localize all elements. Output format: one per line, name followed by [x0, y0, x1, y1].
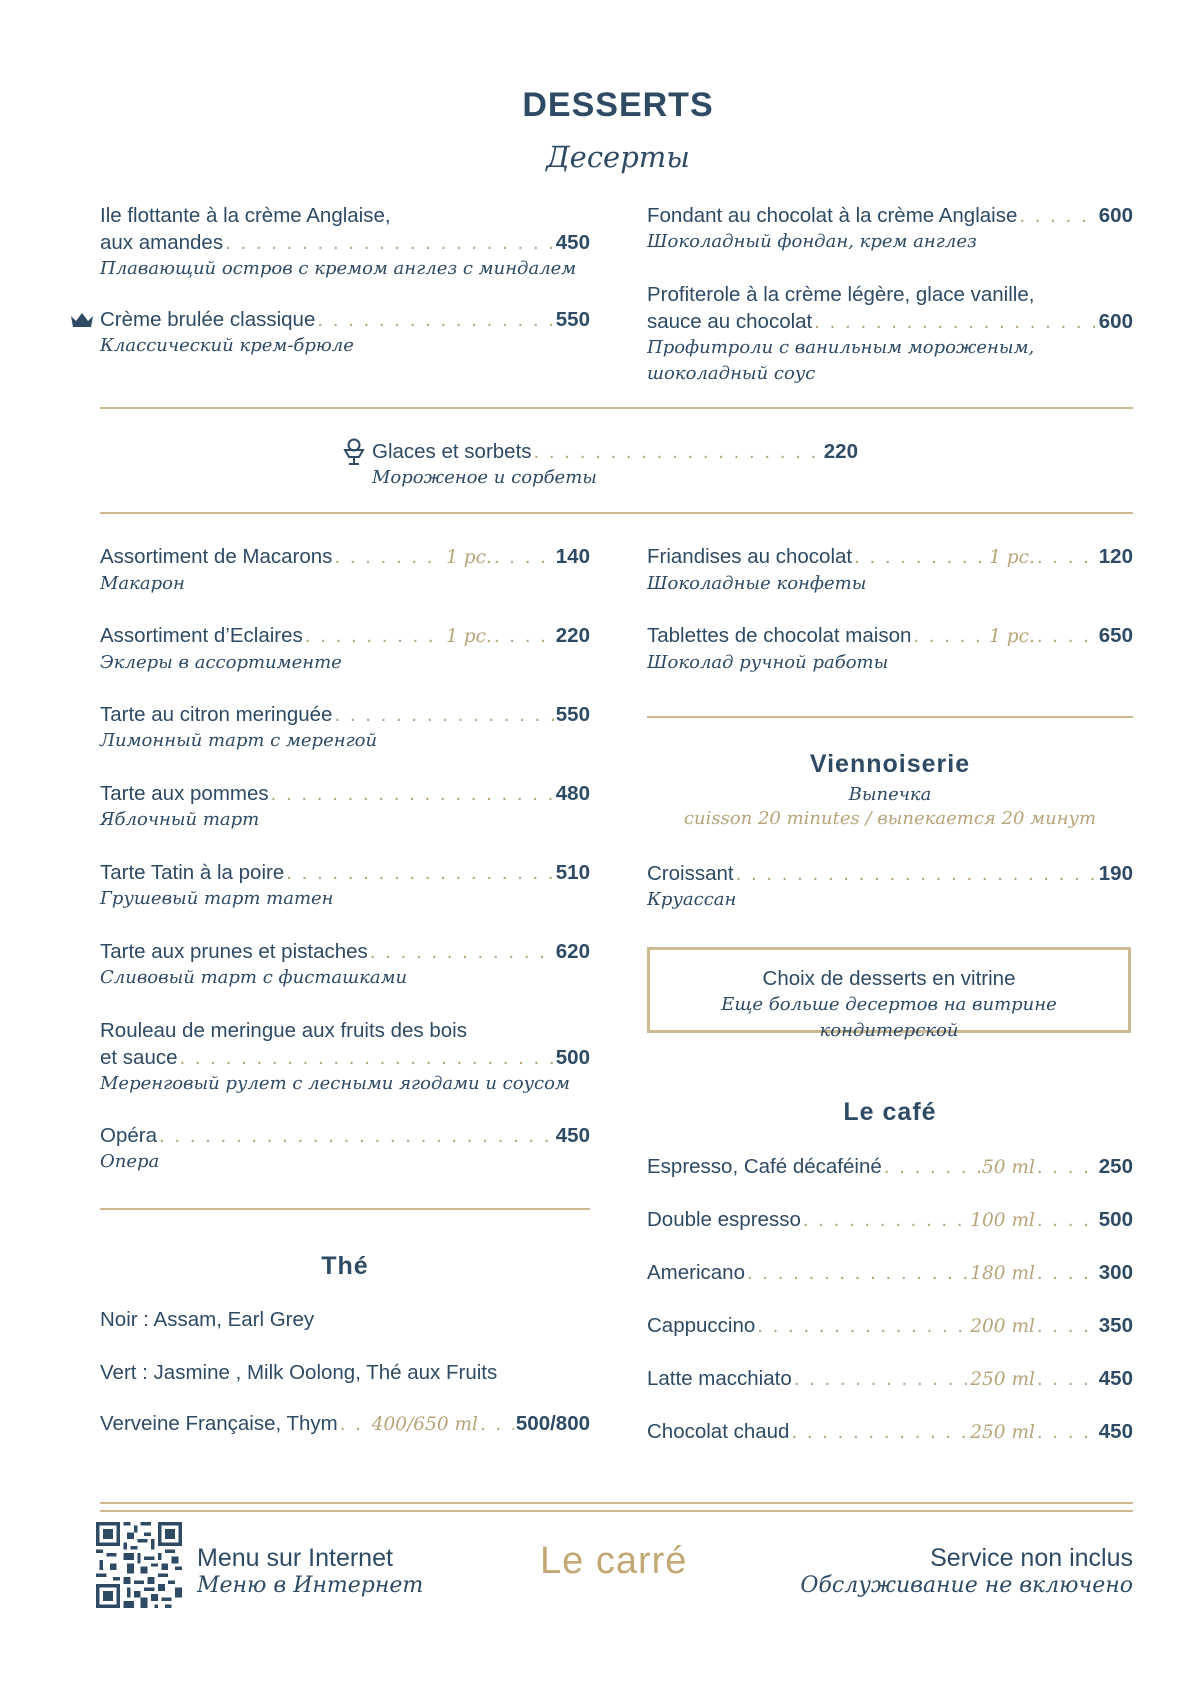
item-translation: Эклеры в ассортименте	[100, 652, 342, 673]
section-subtitle: Выпечка	[848, 784, 932, 805]
menu-item: Profiterole à la crème légère, glace vanille, sauce au chocolat . . . 600 Профитроли с ванильным мороженым, шоколадный соус	[647, 281, 1133, 387]
item-name: aux amandes	[100, 231, 224, 254]
menu-item: Latte macchiato . . . 250 ml . . . . 450	[647, 1365, 1133, 1393]
item-price: 500	[1098, 1208, 1133, 1231]
tea-line: Noir : Assam, Earl Grey	[100, 1308, 315, 1331]
section-title-viennoiserie: Viennoiserie	[809, 750, 971, 778]
menu-online-translation: Меню в Интернет	[197, 1573, 424, 1598]
item-price: 450	[1098, 1367, 1133, 1390]
menu-item: Assortiment de Macarons . . . 1 pc. . . . . 140 Макарон	[100, 543, 590, 597]
section-title-cafe: Le café	[843, 1098, 937, 1126]
baking-note: cuisson 20 minutes / выпекается 20 минут	[683, 808, 1097, 829]
item-price: 450	[1098, 1420, 1133, 1443]
item-name: Tablettes de chocolat maison	[647, 624, 912, 647]
item-translation: Макарон	[100, 573, 185, 594]
menu-item: Assortiment d’Eclaires . . . 1 pc. . . . . 220 Эклеры в ассортименте	[100, 622, 590, 676]
item-translation: Шоколадный фондан, крем англез	[647, 231, 977, 252]
item-price: 450	[555, 231, 590, 254]
menu-item: Espresso, Café décaféiné . . . 50 ml . . . . 250	[647, 1153, 1133, 1181]
item-price: 300	[1098, 1261, 1133, 1284]
footer-divider	[100, 1502, 1133, 1504]
item-name: Crème brulée classique	[100, 308, 316, 331]
item-price: 550	[555, 703, 590, 726]
item-quantity: 250 ml	[970, 1369, 1035, 1390]
item-quantity: 1 pc.	[989, 547, 1035, 568]
page-title: DESSERTS	[522, 86, 714, 124]
item-quantity: 1 pc.	[446, 547, 492, 568]
menu-item	[100, 306, 590, 359]
item-price: 500/800	[515, 1412, 590, 1435]
divider	[647, 716, 1133, 718]
item-quantity: 1 pc.	[446, 626, 492, 647]
item-price: 190	[1098, 862, 1133, 885]
item-name: Tarte aux prunes et pistaches	[100, 940, 368, 963]
menu-item: Cappuccino . . . 200 ml . . . . 350	[647, 1312, 1133, 1340]
brand-logo: Le carré	[540, 1540, 688, 1582]
menu-item	[100, 780, 590, 833]
menu-online-label: Menu sur Internet	[197, 1544, 393, 1572]
item-name: Americano	[647, 1261, 745, 1284]
menu-item: Tablettes de chocolat maison . . . 1 pc. . . . . 650 Шоколад ручной работы	[647, 622, 1133, 676]
divider	[100, 1208, 590, 1210]
item-price: 350	[1098, 1314, 1133, 1337]
item-name: Chocolat chaud	[647, 1420, 790, 1443]
crown-icon	[70, 311, 94, 329]
item-name: Assortiment de Macarons	[100, 545, 333, 568]
item-name: sauce au chocolat	[647, 310, 813, 333]
menu-item: Chocolat chaud . . . 250 ml . . . . 450	[647, 1418, 1133, 1446]
section-title-the: Thé	[321, 1252, 369, 1280]
item-translation: Круассан	[647, 889, 737, 910]
menu-item	[647, 860, 1133, 913]
item-name: Cappuccino	[647, 1314, 756, 1337]
item-name: Croissant	[647, 862, 734, 885]
menu-item	[100, 938, 590, 991]
menu-item: Ile flottante à la crème Anglaise, aux amandes . . . 450 Плавающий остров с кремом англез с миндалем	[100, 202, 590, 282]
item-translation: Меренговый рулет с лесными ягодами и соусом	[100, 1073, 570, 1094]
menu-item: Friandises au chocolat . . . 1 pc. . . . . 120 Шоколадные конфеты	[647, 543, 1133, 597]
item-price: 650	[1098, 624, 1133, 647]
service-label: Service non inclus	[930, 1544, 1133, 1572]
page-subtitle: Десерты	[546, 140, 690, 174]
item-name: Assortiment d’Eclaires	[100, 624, 303, 647]
item-translation: Сливовый тарт с фисташками	[100, 967, 408, 988]
menu-online	[197, 1544, 423, 1598]
service-translation: Обслуживание не включено	[800, 1573, 1133, 1598]
item-translation: шоколадный соус	[647, 363, 816, 384]
item-name: et sauce	[100, 1046, 178, 1069]
item-quantity: 400/650 ml	[371, 1414, 478, 1435]
divider	[100, 407, 1133, 409]
item-name: Verveine Française, Thym	[100, 1412, 338, 1435]
vitrine-translation: Еще больше десертов на витрине кондитерской	[721, 994, 1057, 1041]
menu-item	[100, 1410, 590, 1438]
menu-item: Rouleau de meringue aux fruits des bois et sauce . . . 500 Меренговый рулет с лесными ягодами и соусом	[100, 1017, 590, 1097]
item-price: 480	[555, 782, 590, 805]
item-price: 600	[1098, 204, 1133, 227]
footer-divider	[100, 1510, 1133, 1512]
service-note	[800, 1544, 1133, 1598]
item-quantity: 50 ml	[982, 1157, 1035, 1178]
item-name: Fondant au chocolat à la crème Anglaise	[647, 204, 1018, 227]
item-name: Tarte au citron meringuée	[100, 703, 333, 726]
item-translation: Шоколадные конфеты	[647, 573, 867, 594]
item-price: 550	[555, 308, 590, 331]
item-name: Opéra	[100, 1124, 157, 1147]
vitrine-box	[647, 947, 1131, 1041]
item-name: Double espresso	[647, 1208, 801, 1231]
item-quantity: 100 ml	[970, 1210, 1035, 1231]
item-quantity: 200 ml	[970, 1316, 1035, 1337]
divider	[100, 512, 1133, 514]
item-name: Espresso, Café décaféiné	[647, 1155, 882, 1178]
item-translation: Грушевый тарт татен	[100, 888, 334, 909]
item-quantity: 1 pc.	[989, 626, 1035, 647]
item-price: 250	[1098, 1155, 1133, 1178]
tea-line: Vert : Jasmine , Milk Oolong, Thé aux Fruits	[100, 1361, 498, 1384]
ice-cream-icon	[342, 438, 366, 466]
menu-item	[100, 701, 590, 754]
item-price: 220	[555, 624, 590, 647]
item-price: 510	[555, 861, 590, 884]
item-translation: Опера	[100, 1151, 160, 1172]
item-price: 450	[555, 1124, 590, 1147]
item-price: 120	[1098, 545, 1133, 568]
item-translation: Классический крем-брюле	[100, 335, 354, 356]
item-price: 220	[823, 440, 858, 463]
item-name: Glaces et sorbets	[372, 440, 532, 463]
item-name: Friandises au chocolat	[647, 545, 853, 568]
item-translation: Лимонный тарт с меренгой	[100, 730, 378, 751]
item-price: 620	[555, 940, 590, 963]
item-quantity: 180 ml	[970, 1263, 1035, 1284]
menu-item	[372, 438, 858, 491]
item-price: 140	[555, 545, 590, 568]
vitrine-title: Choix de desserts en vitrine	[762, 967, 1016, 990]
item-name: Tarte Tatin à la poire	[100, 861, 285, 884]
menu-item	[100, 1122, 590, 1175]
item-name: Tarte aux pommes	[100, 782, 269, 805]
menu-item	[100, 859, 590, 912]
item-translation: Яблочный тарт	[100, 809, 260, 830]
qr-code-icon[interactable]	[96, 1522, 182, 1608]
menu-item: Americano . . . 180 ml . . . . 300	[647, 1259, 1133, 1287]
item-translation: Мороженое и сорбеты	[372, 467, 597, 488]
item-quantity: 250 ml	[970, 1422, 1035, 1443]
menu-item	[647, 202, 1133, 255]
item-translation: Плавающий остров с кремом англез с миндалем	[100, 258, 577, 279]
item-translation: Шоколад ручной работы	[647, 652, 889, 673]
item-price: 500	[555, 1046, 590, 1069]
menu-item: Double espresso . . . 100 ml . . . . 500	[647, 1206, 1133, 1234]
item-name: Latte macchiato	[647, 1367, 792, 1390]
item-price: 600	[1098, 310, 1133, 333]
